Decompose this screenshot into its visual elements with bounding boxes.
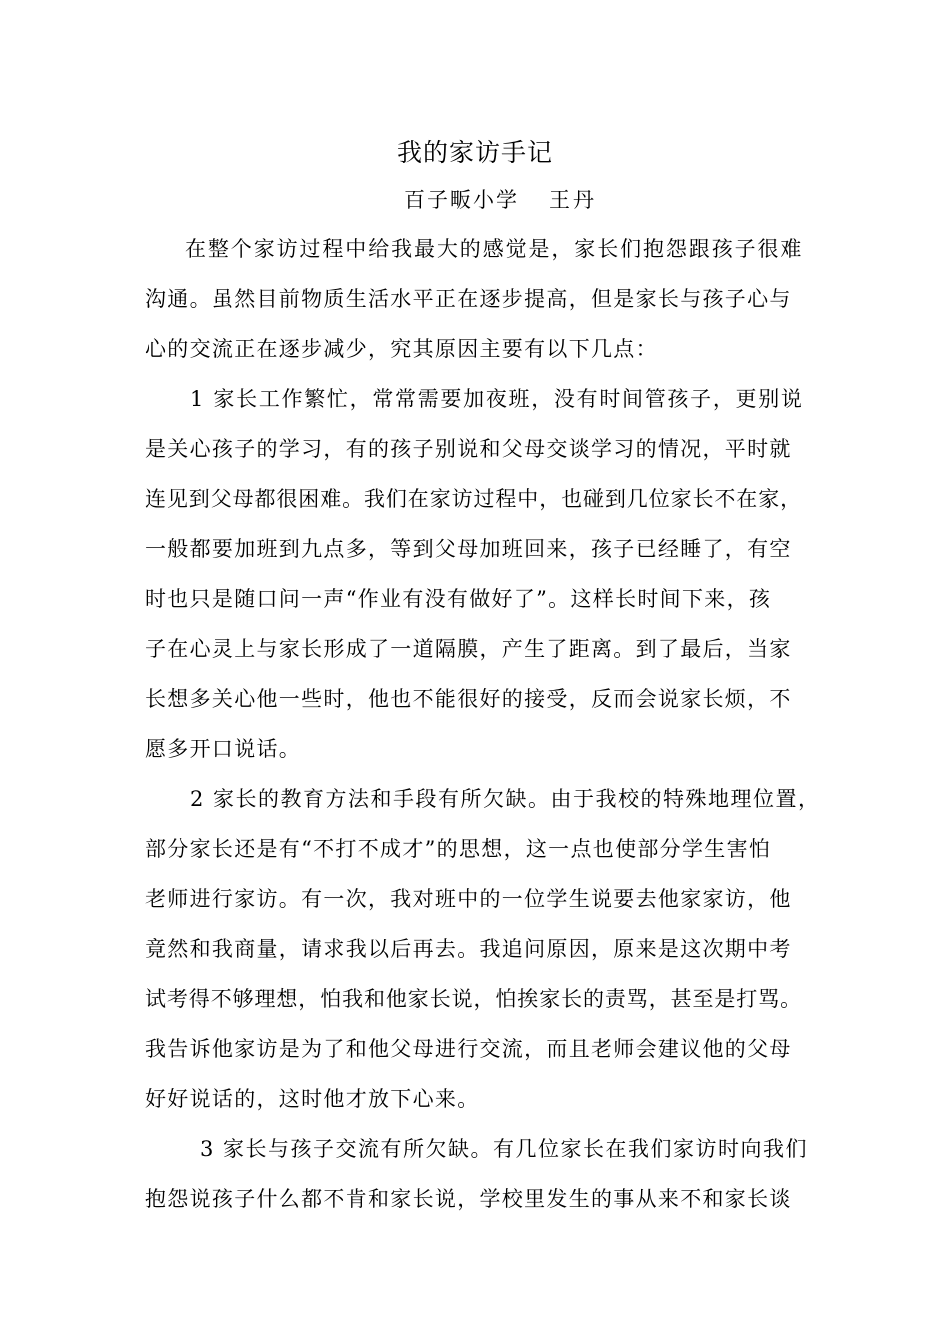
document-title: 我的家访手记 — [396, 138, 553, 167]
text-line: 愿多开口说话。 — [145, 737, 302, 761]
text-line: 子在心灵上与家长形成了一道隔膜，产生了距离。到了最后，当家 — [145, 637, 792, 661]
byline — [0, 184, 950, 216]
text-line: 长想多关心他一些时，他也不能很好的接受，反而会说家长烦，不 — [145, 687, 792, 711]
text-line: 3 家长与孩子交流有所欠缺。有几位家长在我们家访时向我们 — [200, 1137, 809, 1161]
text-line: 在整个家访过程中给我最大的感觉是，家长们抱怨跟孩子很难 — [185, 237, 804, 261]
text-line: 1 家长工作繁忙，常常需要加夜班，没有时间管孩子，更别说 — [190, 387, 804, 411]
text-line: 一般都要加班到九点多，等到父母加班回来，孩子已经睡了，有空 — [145, 537, 792, 561]
text-line: 老师进行家访。有一次，我对班中的一位学生说要去他家家访，他 — [145, 887, 792, 911]
text-line: 连见到父母都很困难。我们在家访过程中，也碰到几位家长不在家， — [145, 487, 802, 511]
text-line: 竟然和我商量，请求我以后再去。我追问原因，原来是这次期中考 — [145, 937, 792, 961]
text-line: 是关心孩子的学习，有的孩子别说和父母交谈学习的情况，平时就 — [145, 437, 792, 461]
text-line: 部分家长还是有“不打不成才”的思想，这一点也使部分学生害怕 — [145, 837, 772, 861]
text-line: 沟通。虽然目前物质生活水平正在逐步提高，但是家长与孩子心与 — [145, 287, 792, 311]
text-line: 我告诉他家访是为了和他父母进行交流，而且老师会建议他的父母 — [145, 1037, 792, 1061]
text-line: 抱怨说孩子什么都不肯和家长说，学校里发生的事从来不和家长谈 — [145, 1187, 792, 1211]
text-line: 时也只是随口问一声“作业有没有做好了”。这样长时间下来，孩 — [145, 587, 772, 611]
school-name: 百子畈小学 — [404, 188, 519, 212]
text-line: 试考得不够理想，怕我和他家长说，怕挨家长的责骂，甚至是打骂。 — [145, 987, 802, 1011]
text-line: 心的交流正在逐步减少，究其原因主要有以下几点： — [145, 337, 658, 361]
text-line: 2 家长的教育方法和手段有所欠缺。由于我校的特殊地理位置， — [190, 787, 821, 811]
text-line: 好好说话的，这时他才放下心来。 — [145, 1087, 480, 1111]
author-name: 王丹 — [549, 188, 597, 212]
